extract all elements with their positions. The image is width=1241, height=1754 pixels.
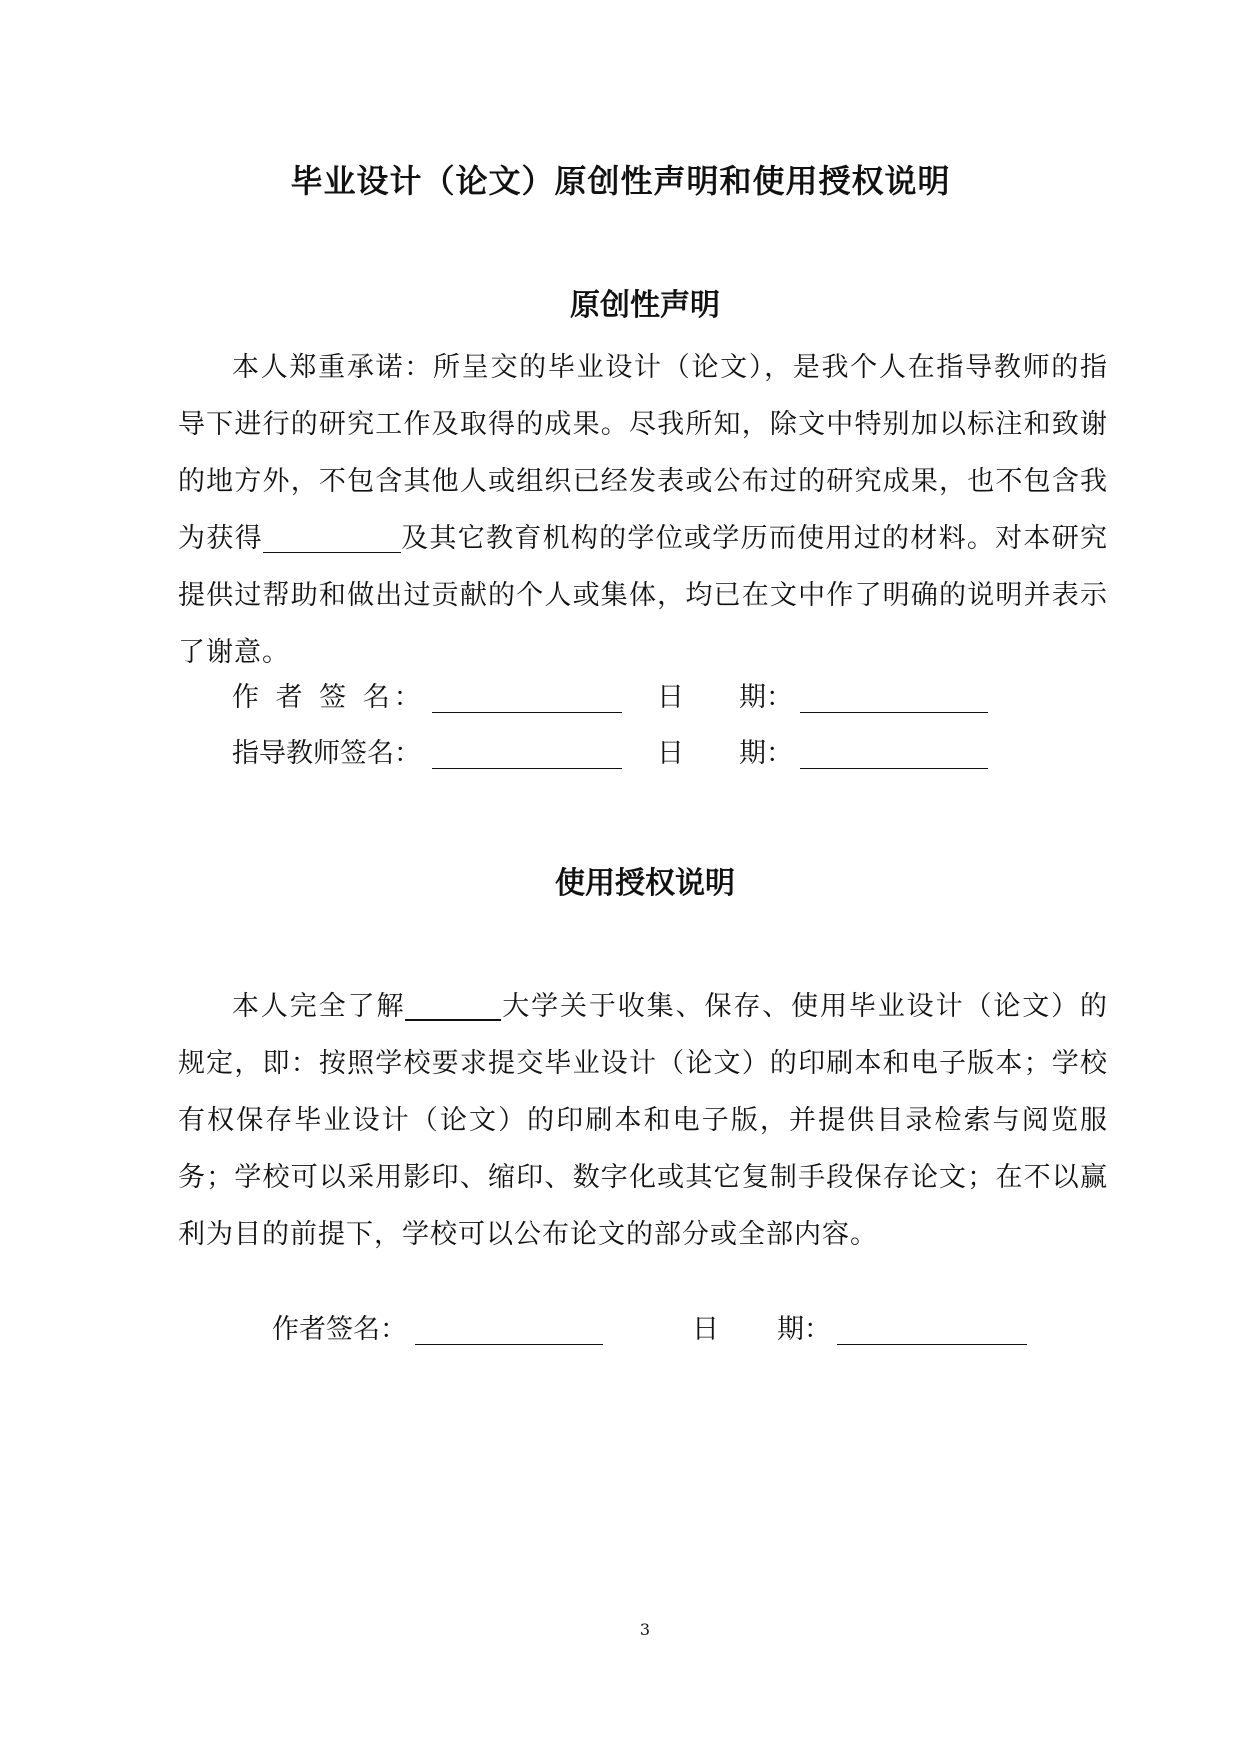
date-label-day: 日 [657,682,684,713]
authorization-author-signature-row [272,1310,1072,1350]
date-label-day: 日 [657,738,684,769]
authorization-statement [178,978,1108,1263]
originality-text-part2: 及其它教育机构的学位或学历而使用过的材料。对本研究提供过帮助和做出过贡献的个人或集体，均已在文中作了明确的说明并表示了谢意。 [178,523,1109,668]
authorization-text-part2: 大学关于收集、保存、使用毕业设计（论文）的规定，即：按照学校要求提交毕业设计（论文）的印刷本和电子版本；学校有权保存毕业设计（论文）的印刷本和电子版，并提供目录检索与阅览服务；学校可以采用影印、缩印、数字化或其它复制手段保存论文；在不以赢利为目的前提下，学校可以公布论文的部分或全部内容。 [178,991,1109,1250]
advisor-signature-field[interactable] [432,768,622,769]
authorization-text-part1: 本人完全了解 [232,991,406,1022]
advisor-signature-row [232,734,1032,774]
advisor-signature-label: 指导教师签名： [232,738,421,769]
page-number: 3 [639,1620,651,1639]
date-label-day: 日 [692,1314,719,1345]
date-label-period: 期： [739,738,793,769]
degree-blank-field[interactable] [263,522,401,553]
advisor-date-field[interactable] [800,768,988,769]
author-signature-field[interactable] [415,1344,603,1345]
author-signature-field[interactable] [432,712,622,713]
author-signature-label: 作者签名： [272,1314,407,1345]
originality-text-part1: 本人郑重承诺：所呈交的毕业设计（论文），是我个人在指导教师的指导下进行的研究工作及取得的成果。尽我所知，除文中特别加以标注和致谢的地方外，不包含其他人或组织已经发表或公布过的研究成果，也不包含我为获得 [178,352,1108,554]
author-date-field[interactable] [837,1344,1027,1345]
originality-author-signature-row [232,678,1032,718]
authorization-heading: 使用授权说明 [555,866,735,901]
date-label-period: 期： [777,1314,831,1345]
document-title: 毕业设计（论文）原创性声明和使用授权说明 [290,162,951,200]
author-signature-label: 作 者 签 名： [232,682,425,713]
date-label-period: 期： [739,682,793,713]
university-blank-field[interactable] [405,989,501,1021]
author-date-field[interactable] [800,712,988,713]
originality-statement [178,339,1108,681]
originality-heading: 原创性声明 [570,288,720,323]
